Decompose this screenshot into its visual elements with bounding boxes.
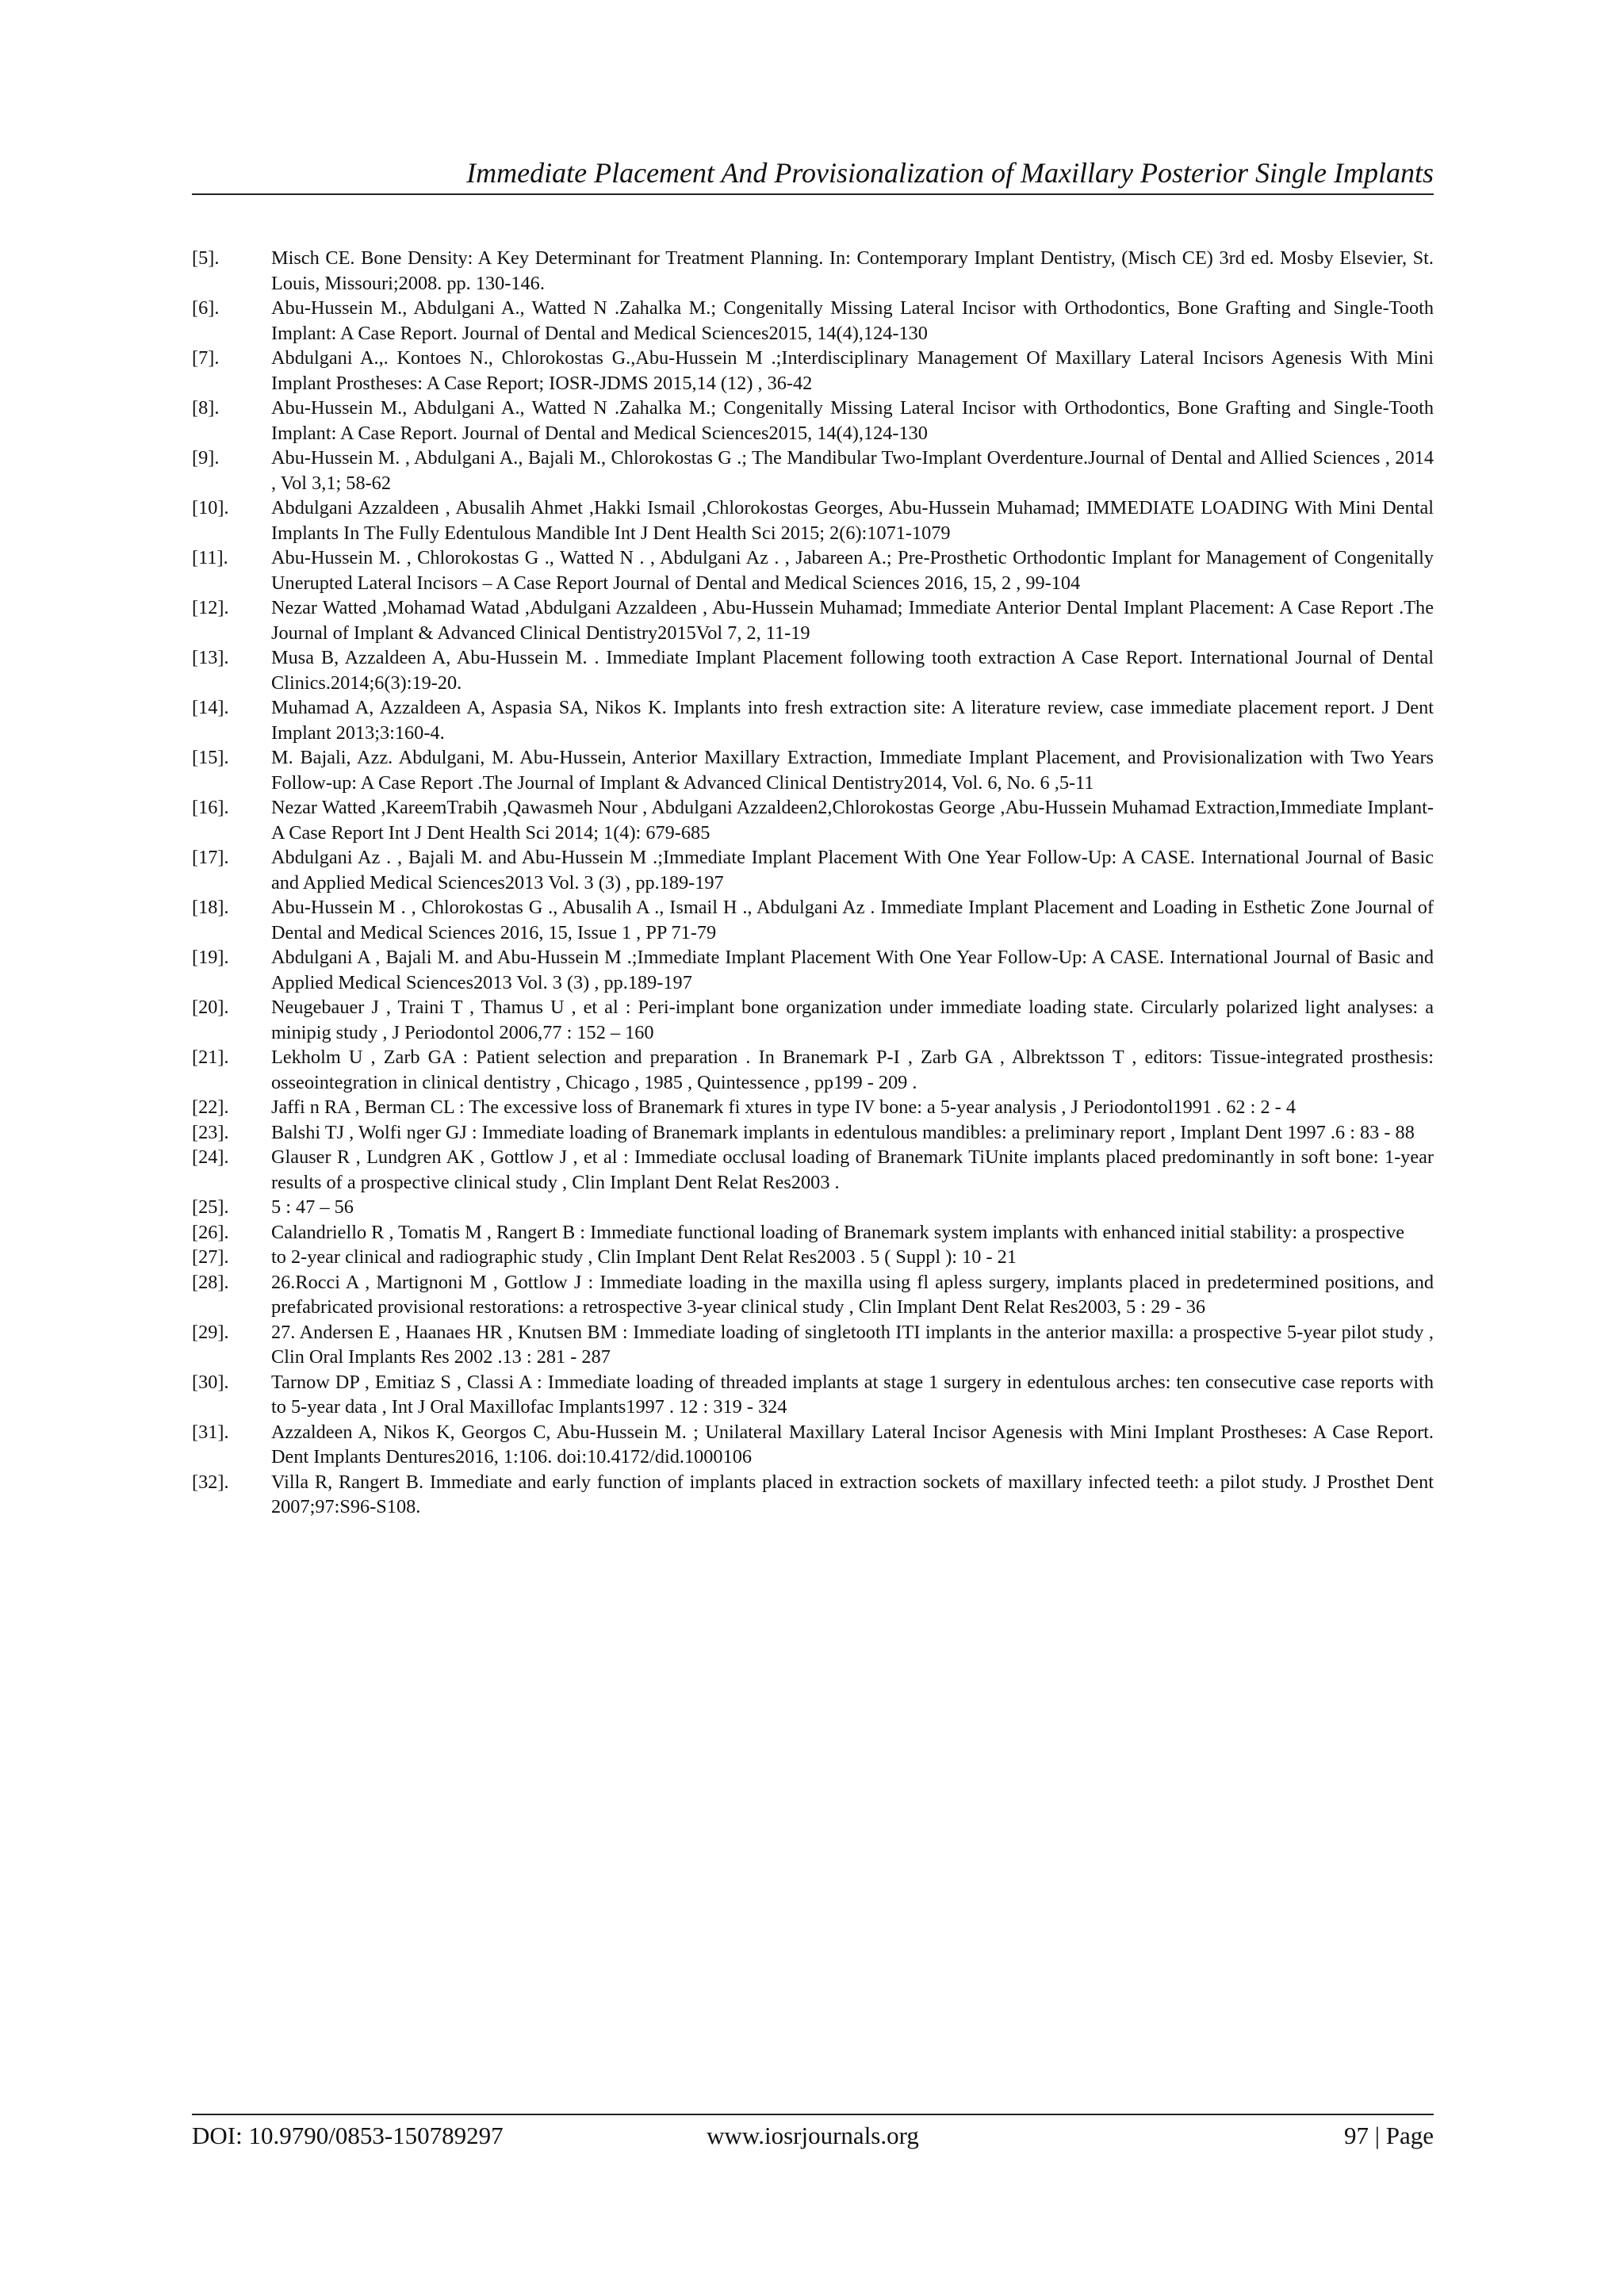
reference-number: [24]. <box>192 1146 229 1168</box>
reference-text: Abdulgani Azzaldeen , Abusalih Ahmet ,Hakki Ismail ,Chlorokostas Georges, Abu-Hussein Muhamad; IMMEDIATE LOADING With Mini Dental Implants In The Fully Edentulous Mandible Int J Dent Health Sci 2015; 2(6):1071-1079 <box>271 497 1434 544</box>
reference-number: [28]. <box>192 1271 229 1293</box>
reference-item <box>192 1220 1434 1246</box>
reference-text: 26.Rocci A , Martignoni M , Gottlow J : Immediate loading in the maxilla using fl apless surgery, implants placed in predetermined positions, and prefabricated provisional restorations: a retrospective 3-year clinical study , Clin Implant Dent Relat Res2003, 5 : 29 - 36 <box>271 1271 1434 1318</box>
reference-text: Muhamad A, Azzaldeen A, Aspasia SA, Nikos K. Implants into fresh extraction site: A literature review, case immediate placement report. J Dent Implant 2013;3:160-4. <box>271 697 1434 744</box>
reference-number: [21]. <box>192 1047 229 1068</box>
reference-number: [5]. <box>192 247 220 269</box>
reference-item <box>192 1270 1434 1320</box>
reference-item <box>192 595 1434 645</box>
header-divider <box>192 193 1434 195</box>
reference-text: Abdulgani A.,. Kontoes N., Chlorokostas G.,Abu-Hussein M .;Interdisciplinary Management Of Maxillary Lateral Incisors Agenesis With Mini Implant Prostheses: A Case Report; IOSR-JDMS 2015,14 (12) , 36-42 <box>271 347 1434 394</box>
reference-text: Musa B, Azzaldeen A, Abu-Hussein M. . Immediate Implant Placement following tooth extraction A Case Report. International Journal of Dental Clinics.2014;6(3):19-20. <box>271 647 1434 694</box>
reference-text: Lekholm U , Zarb GA : Patient selection and preparation . In Branemark P-I , Zarb GA , Albrektsson T , editors: Tissue-integrated prosthesis: osseointegration in clinical dentistry , Chicago , 1985 , Quintessence , pp199 - 209 . <box>271 1047 1434 1093</box>
reference-text: Nezar Watted ,Mohamad Watad ,Abdulgani Azzaldeen , Abu-Hussein Muhamad; Immediate Anterior Dental Implant Placement: A Case Report .The Journal of Implant & Advanced Clinical Dentistry2015Vol 7, 2, 11-19 <box>271 597 1434 644</box>
footer-page-number: 97 | Page <box>1344 2122 1434 2149</box>
reference-text: M. Bajali, Azz. Abdulgani, M. Abu-Hussein, Anterior Maxillary Extraction, Immediate Implant Placement, and Provisionalization with Two Years Follow-up: A Case Report .The Journal of Implant & Advanced Clinical Dentistry2014, Vol. 6, No. 6 ,5-11 <box>271 747 1434 794</box>
running-footer <box>192 2118 1434 2153</box>
reference-item <box>192 895 1434 945</box>
reference-item <box>192 1470 1434 1520</box>
reference-text: Abu-Hussein M., Abdulgani A., Watted N .Zahalka M.; Congenitally Missing Lateral Incisor with Orthodontics, Bone Grafting and Single-Tooth Implant: A Case Report. Journal of Dental and Medical Sciences2015, 14(4),124-130 <box>271 397 1434 444</box>
reference-list <box>192 246 1434 1520</box>
reference-text: to 2-year clinical and radiographic study , Clin Implant Dent Relat Res2003 . 5 ( Suppl ): 10 - 21 <box>271 1246 1017 1268</box>
reference-number: [27]. <box>192 1246 229 1268</box>
reference-number: [19]. <box>192 947 229 968</box>
reference-number: [32]. <box>192 1471 229 1493</box>
reference-text: Balshi TJ , Wolfi nger GJ : Immediate loading of Branemark implants in edentulous mandibles: a preliminary report , Implant Dent 1997 .6 : 83 - 88 <box>271 1121 1415 1143</box>
reference-item <box>192 446 1434 496</box>
reference-text: Glauser R , Lundgren AK , Gottlow J , et al : Immediate occlusal loading of Branemark TiUnite implants placed predominantly in soft bone: 1-year results of a prospective clinical study , Clin Implant Dent Relat Res2003 . <box>271 1146 1434 1193</box>
running-header-title: Immediate Placement And Provisionalization of Maxillary Posterior Single Implants <box>466 157 1434 189</box>
reference-number: [9]. <box>192 447 220 469</box>
reference-item <box>192 945 1434 995</box>
reference-item <box>192 496 1434 545</box>
reference-text: Calandriello R , Tomatis M , Rangert B : Immediate functional loading of Branemark system implants with enhanced initial stability: a prospective <box>271 1221 1405 1243</box>
reference-number: [29]. <box>192 1321 229 1343</box>
reference-item <box>192 1420 1434 1470</box>
reference-item <box>192 246 1434 296</box>
reference-text: Abu-Hussein M. , Abdulgani A., Bajali M., Chlorokostas G .; The Mandibular Two-Implant Overdenture.Journal of Dental and Allied Sciences , 2014 , Vol 3,1; 58-62 <box>271 447 1434 494</box>
reference-item <box>192 1370 1434 1420</box>
reference-text: Jaffi n RA , Berman CL : The excessive loss of Branemark fi xtures in type IV bone: a 5-year analysis , J Periodontol1991 . 62 : 2 - 4 <box>271 1096 1296 1118</box>
reference-text: Abu-Hussein M., Abdulgani A., Watted N .Zahalka M.; Congenitally Missing Lateral Incisor with Orthodontics, Bone Grafting and Single-Tooth Implant: A Case Report. Journal of Dental and Medical Sciences2015, 14(4),124-130 <box>271 297 1434 344</box>
reference-number: [14]. <box>192 697 229 718</box>
reference-number: [16]. <box>192 797 229 818</box>
reference-item <box>192 1195 1434 1220</box>
reference-number: [12]. <box>192 597 229 618</box>
reference-number: [15]. <box>192 747 229 768</box>
reference-number: [7]. <box>192 347 220 369</box>
reference-number: [10]. <box>192 497 229 519</box>
reference-number: [20]. <box>192 997 229 1018</box>
footer-divider <box>192 2114 1434 2115</box>
reference-number: [26]. <box>192 1221 229 1243</box>
reference-text: Villa R, Rangert B. Immediate and early function of implants placed in extraction sockets of maxillary infected teeth: a pilot study. J Prosthet Dent 2007;97:S96-S108. <box>271 1471 1434 1517</box>
reference-item <box>192 396 1434 446</box>
reference-item <box>192 545 1434 595</box>
reference-item <box>192 1245 1434 1270</box>
reference-text: Abdulgani A , Bajali M. and Abu-Hussein M .;Immediate Implant Placement With One Year Follow-Up: A CASE. International Journal of Basic and Applied Medical Sciences2013 Vol. 3 (3) , pp.189-197 <box>271 947 1434 993</box>
reference-number: [30]. <box>192 1371 229 1393</box>
reference-item <box>192 1095 1434 1120</box>
reference-number: [6]. <box>192 297 220 319</box>
reference-text: Nezar Watted ,KareemTrabih ,Qawasmeh Nour , Abdulgani Azzaldeen2,Chlorokostas George ,Abu-Hussein Muhamad Extraction,Immediate Implant-A Case Report Int J Dent Health Sci 2014; 1(4): 679-685 <box>271 797 1434 844</box>
reference-item <box>192 1045 1434 1095</box>
footer-website: www.iosrjournals.org <box>707 2122 919 2149</box>
reference-number: [8]. <box>192 397 220 419</box>
reference-item <box>192 1145 1434 1195</box>
reference-text: Neugebauer J , Traini T , Thamus U , et al : Peri-implant bone organization under immediate loading state. Circularly polarized light analyses: a minipig study , J Periodontol 2006,77 : 152 – 160 <box>271 997 1434 1043</box>
reference-number: [22]. <box>192 1096 229 1118</box>
reference-number: [31]. <box>192 1421 229 1443</box>
reference-text: 27. Andersen E , Haanaes HR , Knutsen BM : Immediate loading of singletooth ITI implants in the anterior maxilla: a prospective 5-year pilot study , Clin Oral Implants Res 2002 .13 : 281 - 287 <box>271 1321 1434 1368</box>
reference-text: Tarnow DP , Emitiaz S , Classi A : Immediate loading of threaded implants at stage 1 surgery in edentulous arches: ten consecutive case reports with to 5-year data , Int J Oral Maxillofac Implants1997 . 12 : 319 - 324 <box>271 1371 1434 1418</box>
reference-text: Abu-Hussein M. , Chlorokostas G ., Watted N . , Abdulgani Az . , Jabareen A.; Pre-Prosthetic Orthodontic Implant for Management of Congenitally Unerupted Lateral Incisors – A Case Report Journal of Dental and Medical Sciences 2016, 15, 2 , 99-104 <box>271 547 1434 594</box>
reference-item <box>192 1120 1434 1146</box>
reference-number: [25]. <box>192 1196 229 1218</box>
reference-item <box>192 1320 1434 1370</box>
reference-number: [18]. <box>192 897 229 918</box>
reference-item <box>192 695 1434 745</box>
reference-text: 5 : 47 – 56 <box>271 1196 354 1218</box>
reference-number: [11]. <box>192 547 228 568</box>
reference-number: [23]. <box>192 1121 229 1143</box>
footer-doi: DOI: 10.9790/0853-150789297 <box>192 2122 504 2149</box>
reference-text: Abdulgani Az . , Bajali M. and Abu-Hussein M .;Immediate Implant Placement With One Year Follow-Up: A CASE. International Journal of Basic and Applied Medical Sciences2013 Vol. 3 (3) , pp.189-197 <box>271 847 1434 894</box>
reference-item <box>192 795 1434 845</box>
reference-number: [17]. <box>192 847 229 868</box>
reference-item <box>192 346 1434 396</box>
reference-item <box>192 296 1434 346</box>
reference-item <box>192 995 1434 1045</box>
reference-item <box>192 745 1434 795</box>
reference-text: Misch CE. Bone Density: A Key Determinant for Treatment Planning. In: Contemporary Implant Dentistry, (Misch CE) 3rd ed. Mosby Elsevier, St. Louis, Missouri;2008. pp. 130-146. <box>271 247 1434 294</box>
reference-text: Abu-Hussein M . , Chlorokostas G ., Abusalih A ., Ismail H ., Abdulgani Az . Immediate Implant Placement and Loading in Esthetic Zone Journal of Dental and Medical Sciences 2016, 15, Issue 1 , PP 71-79 <box>271 897 1434 943</box>
reference-item <box>192 645 1434 695</box>
reference-text: Azzaldeen A, Nikos K, Georgos C, Abu-Hussein M. ; Unilateral Maxillary Lateral Incisor Agenesis with Mini Implant Prostheses: A Case Report. Dent Implants Dentures2016, 1:106. doi:10.4172/did.1000106 <box>271 1421 1434 1468</box>
reference-item <box>192 845 1434 895</box>
reference-number: [13]. <box>192 647 229 668</box>
